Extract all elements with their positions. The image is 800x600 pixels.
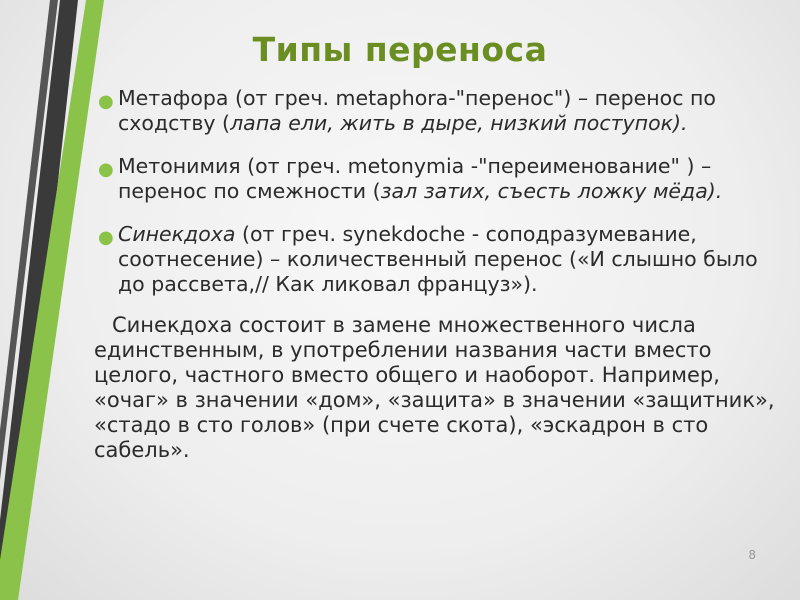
page-number: 8	[748, 548, 756, 562]
bullet-term: Синекдоха	[118, 222, 236, 246]
body-paragraph: Синекдоха состоит в замене множественного числа единственным, в употреблении названия части вместо целого, частного вместо общего и наоборот. Например, «очаг» в значении «дом», «защита» в значении «защитник», «стадо в сто голов» (при счете скота), «эскадрон в сто сабель».	[94, 313, 775, 462]
list-item	[96, 154, 786, 204]
bullet-example: лапа ели, жить в дыре, низкий поступок).	[230, 111, 688, 135]
bullet-icon: ●	[98, 91, 114, 112]
list-item	[96, 86, 786, 136]
list-item	[96, 222, 786, 297]
slide-content	[96, 86, 786, 463]
bullet-text: (от греч. synekdoche - соподразумевание, соотнесение) – количественный перенос («И слышно было до рассвета,// Как ликовал француз»).	[118, 222, 758, 296]
bullet-example: зал затих, съесть ложку мёда).	[380, 179, 723, 203]
bullet-text: Метафора (от греч. metaphora-"перенос") – перенос по сходству (	[118, 86, 716, 135]
bullet-list	[96, 86, 786, 297]
bullet-icon: ●	[98, 159, 114, 180]
bullet-text: Метонимия (от греч. metonymia -"переименование" ) – перенос по смежности (	[118, 154, 712, 203]
slide-title: Типы переноса	[252, 30, 548, 69]
bullet-icon: ●	[98, 227, 114, 248]
